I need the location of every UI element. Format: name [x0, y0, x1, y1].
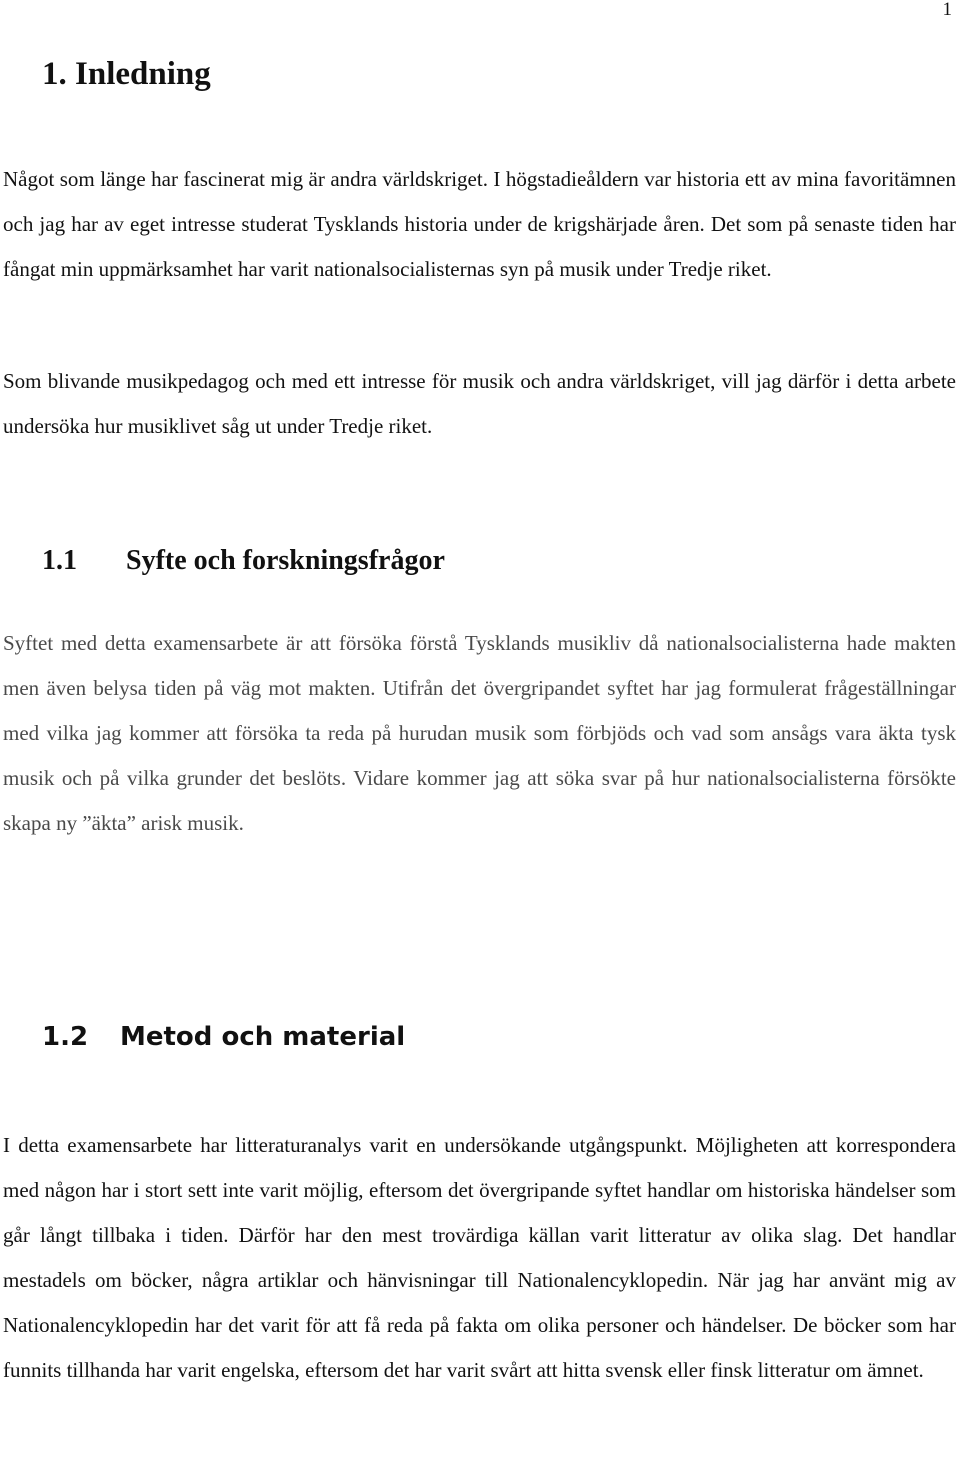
section-heading-inledning: 1. Inledning	[42, 56, 211, 92]
paragraph-metod: I detta examensarbete har litteraturanalys varit en undersökande utgångspunkt. Möjligheten att korrespondera med någon har i stort sett inte varit möjlig, eftersom det övergripande syftet handlar om historiska händelser som går långt tillbaka i tiden. Därför har den mest trovärdiga källan varit litteratur av olika slag. Det handlar mestadels om böcker, några artiklar och hänvisningar till Nationalencyklopedin. När jag har använt mig av Nationalencyklopedin har det varit för att få reda på fakta om olika personer och händelser. De böcker som har funnits tillhanda har varit engelska, eftersom det har varit svårt att hitta svensk eller finsk litteratur om ämnet.	[3, 1133, 956, 1382]
page-number: 1	[942, 0, 952, 20]
paragraph-intro-2: Som blivande musikpedagog och med ett intresse för musik och andra världskriget, vill jag därför i detta arbete undersöka hur musiklivet såg ut under Tredje riket.	[3, 369, 956, 438]
section-heading-syfte	[42, 542, 445, 580]
section-number: 1.1	[42, 545, 77, 576]
section-title: Syfte och forskningsfrågor	[126, 545, 445, 576]
section-heading-metod	[42, 1018, 405, 1056]
section-title: Metod och material	[120, 1022, 406, 1052]
section-number: 1.2	[42, 1022, 89, 1052]
paragraph-intro: Något som länge har fascinerat mig är andra världskriget. I högstadieåldern var historia ett av mina favoritämnen och jag har av eget intresse studerat Tysklands historia under de krigshärjade åren. Det som på senaste tiden har fångat min uppmärksamhet har varit nationalsocialisternas syn på musik under Tredje riket.	[3, 167, 956, 281]
paragraph-syfte: Syftet med detta examensarbete är att försöka förstå Tysklands musikliv då nationalsocialisterna hade makten men även belysa tiden på väg mot makten. Utifrån det övergripandet syftet har jag formulerat frågeställningar med vilka jag kommer att försöka ta reda på hurudan musik som förbjöds och vad som ansågs vara äkta tysk musik och på vilka grunder det beslöts. Vidare kommer jag att söka svar på hur nationalsocialisterna försökte skapa ny ”äkta” arisk musik.	[3, 631, 956, 835]
